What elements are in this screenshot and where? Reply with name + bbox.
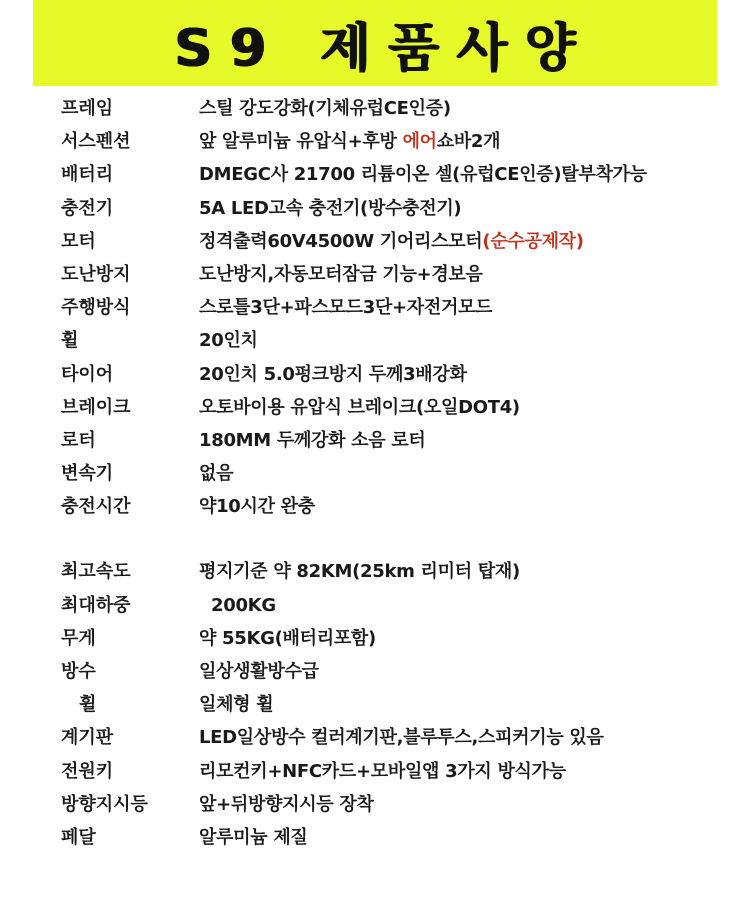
spec-row-charge-time [0,490,750,523]
spec-value-text: 정격출력60V4500W 기어리스모터 [199,230,483,252]
spec-label: 서스펜션 [61,131,131,153]
spec-value: 알루미늄 제질 [199,826,308,848]
spec-row-suspension [0,125,750,158]
spec-label: 무게 [61,627,96,649]
spec-value-text: 앞 알루미늄 유압식+후방 [199,131,403,153]
spec-row-battery [0,158,750,191]
spec-value: 오토바이용 유압식 브레이크(오일DOT4) [199,396,520,418]
spec-value: DMEGC사 21700 리튬이온 셀(유럽CE인증)탈부착가능 [199,164,647,186]
spec-row-weight [0,622,750,655]
spec-row-anti-theft [0,258,750,291]
spec-value: 앞+뒤방향지시등 장착 [199,793,374,815]
spec-row-frame [0,92,750,125]
spec-row-brake [0,391,750,424]
spec-label: 방수 [61,661,96,682]
spec-value: 일상생활방수급 [199,661,319,682]
spec-value: 일체형 휠 [199,694,274,716]
spec-label: 최고속도 [61,561,131,583]
spec-row-drive-mode [0,291,750,324]
spec-label: 방향지시등 [61,793,148,815]
spec-value: 약10시간 완충 [199,496,315,518]
spec-value: 180MM 두께강화 소음 로터 [199,429,426,451]
spec-row-dashboard [0,721,750,754]
spec-label: 휠 [79,694,97,716]
spec-row-charger [0,192,750,225]
spec-label: 모터 [61,230,96,252]
spec-row-pedal [0,821,750,854]
spec-row-wheel-type [0,688,750,721]
spec-value: 약 55KG(배터리포함) [199,627,376,649]
spec-label: 주행방식 [61,297,131,319]
spec-value: 없음 [199,463,234,485]
spec-row-wheel [0,324,750,357]
spec-label: 로터 [61,429,96,451]
spec-label: 도난방지 [61,263,131,285]
page-title: S9 제품사양 [174,18,594,79]
spec-value: LED일상방수 컬러계기판,블루투스,스피커기능 있음 [199,727,604,749]
spec-label: 최대하중 [61,594,131,616]
spec-value: 평지기준 약 82KM(25km 리미터 탑재) [199,561,520,583]
spec-value: 20인치 [199,330,258,352]
spec-value-highlight: (순수공제작) [482,230,584,252]
spec-row-turn-signal [0,788,750,821]
spec-label: 휠 [61,330,79,352]
spec-value-text: 쇼바2개 [436,131,501,153]
spec-table [0,92,750,854]
spec-label: 브레이크 [61,396,131,418]
spec-row-tire [0,358,750,391]
spec-row-power-key [0,755,750,788]
spec-label: 계기판 [61,727,114,749]
spec-row-rotor [0,424,750,457]
spec-label: 충전시간 [61,496,131,518]
spec-value-highlight: 에어 [402,131,437,153]
spec-value [199,225,584,258]
spec-value: 스로틀3단+파스모드3단+자전거모드 [199,297,493,319]
spec-label: 프레임 [61,98,114,119]
spec-label: 전원키 [61,760,114,782]
spec-value: 스틸 강도강화(기체유럽CE인증) [199,98,451,119]
spec-row-transmission [0,457,750,490]
spec-value: 리모컨키+NFC카드+모바일앱 3가지 방식가능 [199,760,566,782]
spec-label: 배터리 [61,164,114,186]
spec-row-max-load [0,589,750,622]
spec-value: 20인치 5.0펑크방지 두께3배강화 [199,363,467,385]
spec-row-waterproof [0,655,750,688]
spec-value: 5A LED고속 충전기(방수충전기) [199,197,462,219]
spec-row-motor [0,225,750,258]
spec-value [199,125,500,158]
spec-row-top-speed [0,555,750,588]
spec-label: 충전기 [61,197,114,219]
spec-value: 도난방지,자동모터잠금 기능+경보음 [199,263,483,285]
spec-label: 타이어 [61,363,114,385]
spec-value: 200KG [211,594,276,616]
spec-label: 페달 [61,826,96,848]
spec-label: 변속기 [61,463,114,485]
title-banner [33,0,717,86]
